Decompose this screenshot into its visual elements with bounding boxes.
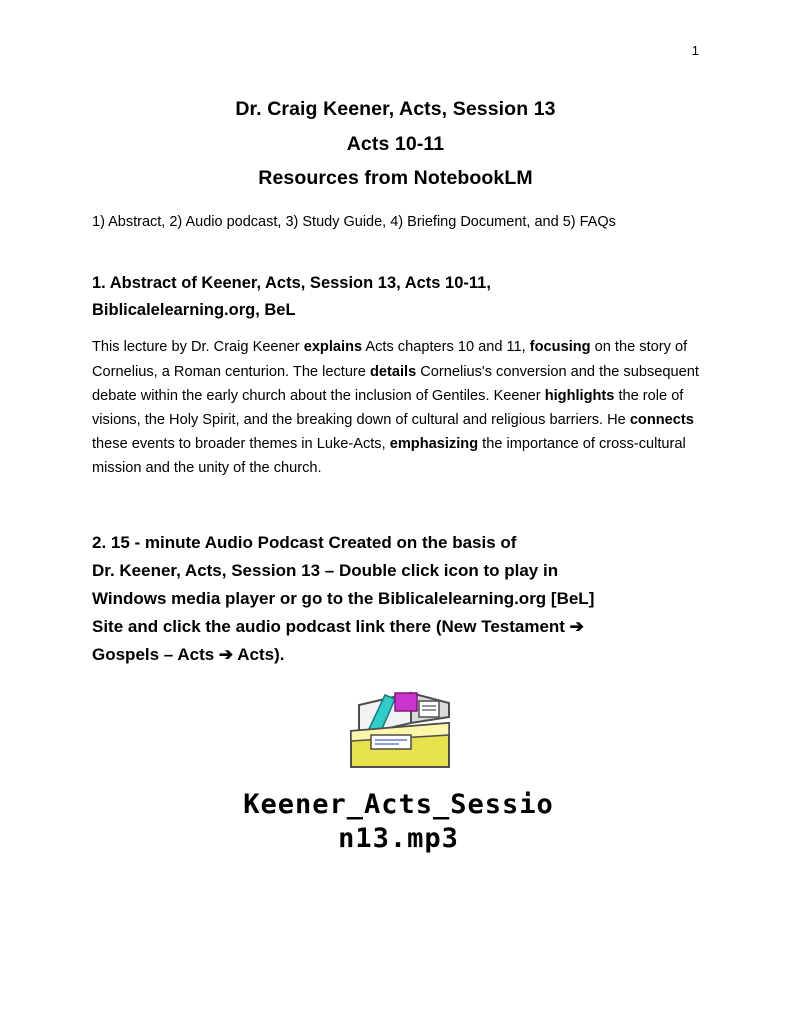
section-1-abstract-paragraph (92, 335, 699, 480)
document-title-block (92, 0, 699, 196)
section-2-heading-line-4: Site and click the audio podcast link there (New Testament ➔ (92, 616, 584, 636)
section-1-heading (92, 270, 699, 323)
emphasis-word: focusing (529, 339, 591, 356)
text-run: the importance of cross-cultural mission and the unity of the church. (92, 436, 686, 477)
section-2-heading-line-2: Dr. Keener, Acts, Session 13 – Double click icon to play in (92, 560, 559, 580)
text-run: the role of visions, the Holy Spirit, and the breaking down of cultural and religious barriers. He (92, 387, 684, 428)
title-line-2: Acts 10-11 (346, 132, 445, 155)
page-number: 1 (691, 43, 699, 58)
resources-list-line: 1) Abstract, 2) Audio podcast, 3) Study Guide, 4) Briefing Document, and 5) FAQs (92, 214, 616, 231)
section-1-heading-line-1: 1. Abstract of Keener, Acts, Session 13, Acts 10-11, (92, 273, 491, 292)
emphasis-word: highlights (544, 387, 615, 404)
text-run: these events to broader themes in Luke-Acts, (92, 436, 390, 453)
section-2-heading-line-1: 2. 15 - minute Audio Podcast Created on the basis of (92, 532, 517, 552)
section-2-heading (92, 529, 699, 669)
audio-file-name (92, 788, 699, 856)
audio-file-name-line-2: n13.mp3 (338, 822, 459, 854)
text-run: This lecture by Dr. Craig Keener (92, 339, 304, 356)
text-run: Acts chapters 10 and 11, (362, 339, 530, 356)
emphasis-word: explains (303, 339, 363, 356)
audio-file-name-line-1: Keener_Acts_Sessio (243, 788, 554, 820)
section-2-heading-line-3: Windows media player or go to the Biblicalelearning.org [BeL] (92, 588, 595, 608)
text-run: Cornelius's conversion and the subsequent debate within the early church about the inclusion of Gentiles. Keener (92, 363, 699, 404)
section-1-heading-line-2: Biblicalelearning.org, BeL (92, 300, 296, 319)
emphasis-word: emphasizing (389, 436, 479, 453)
title-line-1: Dr. Craig Keener, Acts, Session 13 (235, 98, 556, 120)
title-line-3: Resources from NotebookLM (258, 167, 533, 190)
emphasis-word: connects (629, 411, 694, 428)
audio-file-embed[interactable] (92, 683, 699, 784)
section-2-heading-line-5: Gospels – Acts ➔ Acts). (92, 644, 285, 664)
mp3-file-icon[interactable] (337, 683, 465, 779)
emphasis-word: details (369, 363, 417, 380)
text-run: on the story of Cornelius, a Roman centurion. The lecture (92, 339, 688, 380)
